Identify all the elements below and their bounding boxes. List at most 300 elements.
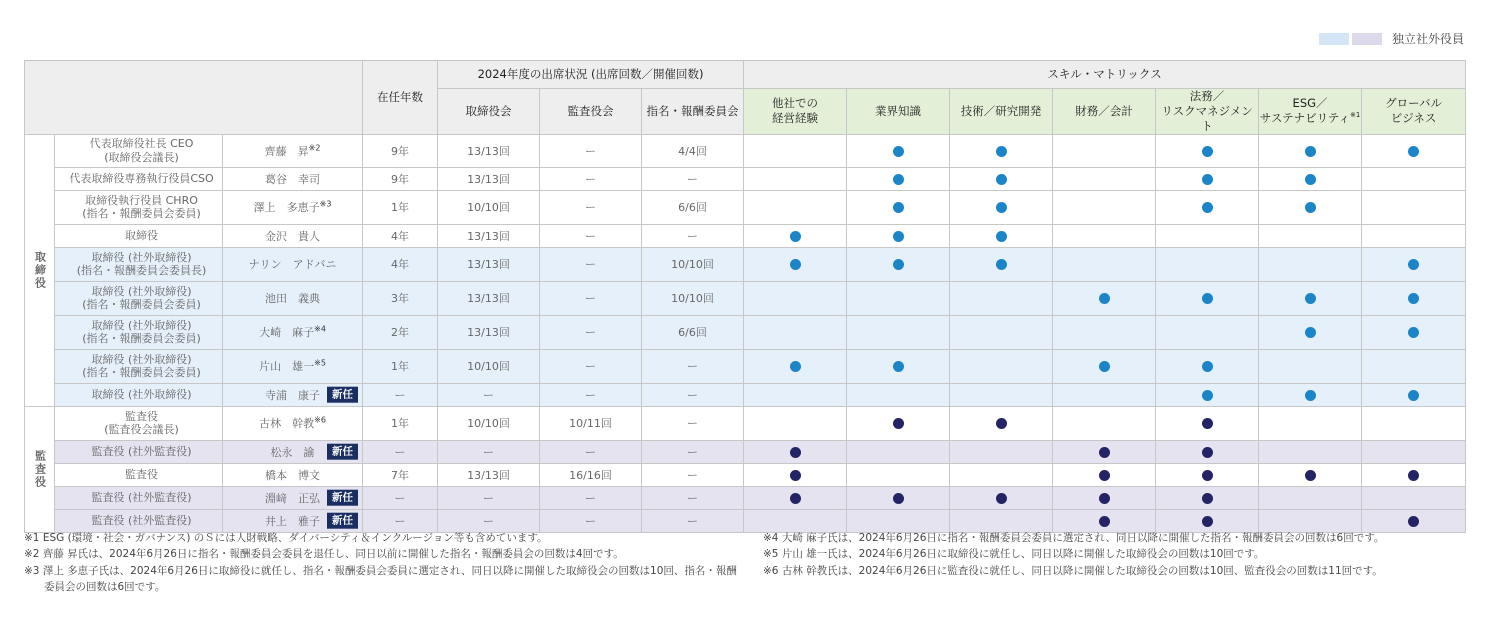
skill-cell [744, 281, 847, 315]
skill-cell [1259, 281, 1362, 315]
skill-dot-icon [1408, 390, 1419, 401]
table-row [25, 134, 1466, 167]
table-row [25, 247, 1466, 281]
footnotes-right [763, 530, 1463, 579]
skill-cell [1259, 463, 1362, 486]
skill-dot-icon [790, 447, 801, 458]
skill-cell [744, 349, 847, 383]
header-blank [25, 61, 363, 135]
skill-cell [847, 190, 950, 224]
attendance-cell: 10/10回 [438, 190, 540, 224]
skill-cell [1156, 486, 1259, 509]
table-row [25, 383, 1466, 406]
table-row [25, 440, 1466, 463]
attendance-cell: 13/13回 [438, 315, 540, 349]
attendance-cell: ー [642, 406, 744, 440]
person-name: 淵﨑 正弘 [265, 491, 320, 505]
skill-cell [744, 383, 847, 406]
role-title: 監査役 (社外監査役) [91, 513, 192, 527]
skill-cell [1259, 247, 1362, 281]
role-committee: (監査役会議長) [104, 423, 179, 437]
name-cell [223, 167, 363, 190]
role-cell [55, 509, 223, 532]
skill-cell [847, 247, 950, 281]
role-committee: (指名・報酬委員会委員) [82, 298, 201, 312]
header-skill-0 [744, 89, 847, 135]
skill-cell [1362, 509, 1466, 532]
skill-dot-icon [893, 418, 904, 429]
attendance-cell: 10/10回 [438, 406, 540, 440]
skill-dot-icon [1202, 174, 1213, 185]
footnote: ※1 ESG (環境・社会・ガバナンス) のＳには人財戦略、ダイバーシティ＆インクルージョン等も含めています。 [24, 532, 548, 544]
person-name: 寺浦 康子 [265, 388, 320, 402]
table-row [25, 509, 1466, 532]
tenure-cell: 3年 [363, 281, 438, 315]
skill-dot-icon [893, 259, 904, 270]
skill-cell [1053, 349, 1156, 383]
skill-dot-icon [893, 174, 904, 185]
name-cell [223, 349, 363, 383]
skill-dot-icon [1305, 293, 1316, 304]
skill-dot-icon [1099, 293, 1110, 304]
person-name: 古林 幹教 [259, 417, 315, 431]
skill-cell [744, 440, 847, 463]
role-cell [55, 134, 223, 167]
attendance-cell: ー [642, 486, 744, 509]
attendance-cell: ー [540, 383, 642, 406]
skill-cell [1362, 406, 1466, 440]
skill-dot-icon [996, 231, 1007, 242]
board-skill-matrix [24, 60, 1466, 533]
role-title: 監査役 [125, 467, 158, 481]
attendance-cell: ー [642, 349, 744, 383]
role-title: 取締役 (社外取締役) [91, 352, 192, 366]
skill-dot-icon [893, 361, 904, 372]
skill-cell [950, 224, 1053, 247]
legend [1319, 30, 1464, 47]
skill-cell [1362, 349, 1466, 383]
skill-cell [950, 463, 1053, 486]
header-skill-6 [1362, 89, 1466, 135]
skill-cell [1259, 440, 1362, 463]
skill-cell [847, 224, 950, 247]
tenure-cell: ー [363, 509, 438, 532]
table-row [25, 224, 1466, 247]
header-skill-line2: 経営経験 [772, 111, 819, 126]
skill-dot-icon [1305, 174, 1316, 185]
header-att-2: 指名・報酬委員会 [642, 89, 744, 135]
table-row [25, 190, 1466, 224]
skill-cell [847, 167, 950, 190]
skill-cell [1053, 406, 1156, 440]
skill-cell [1259, 383, 1362, 406]
role-committee: (指名・報酬委員会委員長) [76, 264, 207, 278]
role-title: 取締役 [125, 228, 158, 242]
attendance-cell: ー [642, 224, 744, 247]
tenure-cell: 1年 [363, 406, 438, 440]
skill-cell [744, 247, 847, 281]
skill-cell [1156, 190, 1259, 224]
skill-cell [1362, 440, 1466, 463]
skill-cell [950, 247, 1053, 281]
skill-dot-icon [790, 259, 801, 270]
person-name: 金沢 貴人 [265, 229, 320, 243]
table-row [25, 406, 1466, 440]
group-label-audit: 監査役 [25, 406, 55, 532]
attendance-cell: 4/4回 [642, 134, 744, 167]
skill-cell [1259, 509, 1362, 532]
header-skill-1 [847, 89, 950, 135]
attendance-cell: ー [642, 383, 744, 406]
skill-cell [1362, 383, 1466, 406]
skill-cell [1156, 349, 1259, 383]
footnotes-left [24, 530, 744, 595]
skill-cell [744, 406, 847, 440]
header-skill-line1: 他社での [772, 96, 819, 111]
attendance-cell: 10/10回 [642, 247, 744, 281]
attendance-cell: ー [540, 281, 642, 315]
skill-dot-icon [1099, 447, 1110, 458]
attendance-cell: 6/6回 [642, 315, 744, 349]
role-cell [55, 463, 223, 486]
name-cell [223, 509, 363, 532]
attendance-cell: 10/11回 [540, 406, 642, 440]
skill-cell [1053, 440, 1156, 463]
skill-dot-icon [1202, 470, 1213, 481]
skill-cell [744, 509, 847, 532]
table-row [25, 167, 1466, 190]
attendance-cell: ー [540, 167, 642, 190]
attendance-cell: ー [438, 440, 540, 463]
header-tenure: 在任年数 [363, 61, 438, 135]
skill-dot-icon [1202, 493, 1213, 504]
skill-dot-icon [893, 146, 904, 157]
role-cell [55, 486, 223, 509]
attendance-cell: ー [642, 167, 744, 190]
skill-cell [950, 190, 1053, 224]
legend-swatch-audit [1352, 33, 1382, 45]
skill-cell [1362, 247, 1466, 281]
table-row [25, 315, 1466, 349]
skill-dot-icon [1408, 327, 1419, 338]
skill-dot-icon [893, 202, 904, 213]
skill-cell [1053, 190, 1156, 224]
skill-cell [950, 486, 1053, 509]
tenure-cell: ー [363, 440, 438, 463]
skill-cell [1362, 463, 1466, 486]
skill-cell [1362, 224, 1466, 247]
skill-cell [1053, 383, 1156, 406]
person-name: 片山 雄一 [259, 360, 315, 374]
skill-cell [1362, 281, 1466, 315]
skill-cell [1156, 406, 1259, 440]
attendance-cell: ー [438, 509, 540, 532]
header-skill-line2: サステナビリティ [1259, 111, 1350, 126]
skill-cell [1053, 247, 1156, 281]
header-skill-matrix: スキル・マトリックス [744, 61, 1466, 89]
skill-cell [744, 134, 847, 167]
attendance-cell: 13/13回 [438, 281, 540, 315]
person-name: 大崎 麻子 [259, 326, 315, 340]
skill-dot-icon [1408, 293, 1419, 304]
header-skill-line1: グローバル [1385, 96, 1443, 111]
attendance-cell: 13/13回 [438, 134, 540, 167]
skill-dot-icon [790, 361, 801, 372]
attendance-cell: 13/13回 [438, 224, 540, 247]
skill-cell [1156, 224, 1259, 247]
skill-cell [1156, 167, 1259, 190]
name-cell [223, 486, 363, 509]
person-name: ナリン アドバニ [248, 258, 337, 272]
skill-cell [950, 281, 1053, 315]
name-cell [223, 383, 363, 406]
person-name: 齊藤 昇 [264, 144, 309, 158]
skill-cell [950, 315, 1053, 349]
header-skill-line1: 業界知識 [875, 103, 922, 118]
skill-dot-icon [996, 493, 1007, 504]
footnote: ※6 古林 幹教氏は、2024年6月26日に監査役に就任し、同日以降に開催した取締役会の回数は10回、監査役会の回数は11回です。 [763, 564, 1383, 577]
person-name: 松永 諭 [270, 445, 315, 459]
skill-dot-icon [790, 493, 801, 504]
legend-swatch-board [1319, 33, 1349, 45]
new-badge: 新任 [327, 490, 358, 507]
person-name: 井上 雅子 [265, 514, 320, 528]
header-skill-2 [950, 89, 1053, 135]
skill-cell [1259, 349, 1362, 383]
skill-dot-icon [1099, 361, 1110, 372]
skill-cell [1156, 509, 1259, 532]
name-note: ※2 [308, 143, 321, 153]
role-cell [55, 281, 223, 315]
header-att-0: 取締役会 [438, 89, 540, 135]
skill-cell [1156, 281, 1259, 315]
role-committee: (指名・報酬委員会委員) [82, 207, 201, 221]
attendance-cell: ー [438, 486, 540, 509]
role-title: 監査役 (社外監査役) [91, 490, 192, 504]
tenure-cell: 1年 [363, 349, 438, 383]
footnote: ※5 片山 雄一氏は、2024年6月26日に取締役に就任し、同日以降に開催した取締役会の回数は10回です。 [763, 548, 1265, 561]
skill-cell [1156, 315, 1259, 349]
footnote: ※4 大崎 麻子氏は、2024年6月26日に指名・報酬委員会委員に選定され、同日以降に開催した指名・報酬委員会の回数は6回です。 [763, 532, 1385, 544]
attendance-cell: ー [540, 486, 642, 509]
skill-cell [1053, 134, 1156, 167]
skill-cell [847, 486, 950, 509]
attendance-cell: ー [540, 224, 642, 247]
tenure-cell: 9年 [363, 134, 438, 167]
skill-cell [950, 440, 1053, 463]
role-title: 代表取締役専務執行役員CSO [69, 171, 214, 185]
skill-cell [847, 281, 950, 315]
tenure-cell: ー [363, 486, 438, 509]
skill-cell [1259, 190, 1362, 224]
skill-cell [847, 383, 950, 406]
skill-dot-icon [1202, 516, 1213, 527]
skill-cell [1259, 406, 1362, 440]
attendance-cell: ー [438, 383, 540, 406]
skill-cell [1362, 134, 1466, 167]
skill-cell [847, 509, 950, 532]
skill-dot-icon [1202, 418, 1213, 429]
skill-cell [950, 134, 1053, 167]
tenure-cell: 2年 [363, 315, 438, 349]
skill-cell [847, 349, 950, 383]
header-skill-3 [1053, 89, 1156, 135]
attendance-cell: 10/10回 [438, 349, 540, 383]
skill-cell [744, 167, 847, 190]
attendance-cell: 16/16回 [540, 463, 642, 486]
skill-cell [950, 349, 1053, 383]
skill-dot-icon [1305, 146, 1316, 157]
person-name: 池田 義典 [265, 292, 320, 306]
attendance-cell: ー [540, 509, 642, 532]
attendance-cell: ー [540, 190, 642, 224]
header-skill-5 [1259, 89, 1362, 135]
skill-cell [1259, 167, 1362, 190]
attendance-cell: 6/6回 [642, 190, 744, 224]
role-title: 取締役 (社外取締役) [91, 318, 192, 332]
skill-cell [1362, 167, 1466, 190]
header-att-1: 監査役会 [540, 89, 642, 135]
person-name: 葛谷 幸司 [265, 172, 320, 186]
attendance-cell: 13/13回 [438, 247, 540, 281]
attendance-cell: 13/13回 [438, 167, 540, 190]
skill-dot-icon [1408, 259, 1419, 270]
skill-cell [1053, 167, 1156, 190]
skill-cell [950, 509, 1053, 532]
footnote: ※3 澤上 多恵子氏は、2024年6月26日に取締役に就任し、指名・報酬委員会委員に選定され、同日以降に開催した取締役会の回数は10回、指名・報酬委員会の回数は6回です。 [24, 564, 737, 593]
name-cell [223, 315, 363, 349]
skill-dot-icon [996, 259, 1007, 270]
person-name: 澤上 多恵子 [253, 201, 320, 215]
tenure-cell: 4年 [363, 247, 438, 281]
attendance-cell: ー [540, 315, 642, 349]
role-cell [55, 190, 223, 224]
role-title: 取締役 (社外取締役) [91, 284, 192, 298]
header-skill-4 [1156, 89, 1259, 135]
skill-dot-icon [1202, 293, 1213, 304]
role-cell [55, 315, 223, 349]
header-skill-line1: 法務／ [1189, 89, 1225, 103]
skill-cell [1053, 281, 1156, 315]
skill-cell [847, 463, 950, 486]
header-skill-line1: ESG／ [1292, 96, 1328, 111]
new-badge: 新任 [327, 387, 358, 404]
table-row [25, 281, 1466, 315]
tenure-cell: 9年 [363, 167, 438, 190]
skill-cell [744, 315, 847, 349]
skill-cell [1053, 463, 1156, 486]
skill-dot-icon [1408, 470, 1419, 481]
skill-cell [744, 224, 847, 247]
tenure-cell: ー [363, 383, 438, 406]
name-cell [223, 190, 363, 224]
skill-dot-icon [996, 146, 1007, 157]
skill-dot-icon [1408, 146, 1419, 157]
skill-cell [1156, 134, 1259, 167]
tenure-cell: 7年 [363, 463, 438, 486]
attendance-cell: ー [540, 247, 642, 281]
role-committee: (指名・報酬委員会委員) [82, 366, 201, 380]
header-skill-line1: 技術／研究開発 [960, 103, 1042, 118]
name-cell [223, 440, 363, 463]
header-skill-line1: 財務／会計 [1075, 103, 1133, 118]
group-label-board: 取締役 [25, 134, 55, 406]
skill-cell [1259, 134, 1362, 167]
legend-label: 独立社外役員 [1391, 32, 1464, 46]
skill-cell [1156, 440, 1259, 463]
skill-cell [744, 463, 847, 486]
person-name: 橋本 博文 [265, 468, 320, 482]
skill-dot-icon [1202, 202, 1213, 213]
skill-cell [1259, 315, 1362, 349]
attendance-cell: ー [642, 463, 744, 486]
tenure-cell: 1年 [363, 190, 438, 224]
table-row [25, 349, 1466, 383]
role-title: 取締役執行役員 CHRO [85, 193, 198, 207]
skill-cell [950, 167, 1053, 190]
new-badge: 新任 [327, 444, 358, 461]
name-note: ※6 [314, 415, 326, 425]
header-skill-line2: ビジネス [1390, 111, 1437, 126]
new-badge: 新任 [327, 513, 358, 530]
skill-cell [1053, 509, 1156, 532]
attendance-cell: 10/10回 [642, 281, 744, 315]
skill-dot-icon [1305, 327, 1316, 338]
skill-dot-icon [1202, 361, 1213, 372]
attendance-cell: 13/13回 [438, 463, 540, 486]
skill-dot-icon [996, 418, 1007, 429]
skill-cell [847, 440, 950, 463]
skill-dot-icon [1099, 493, 1110, 504]
header-skill-line2: リスクマネジメント [1161, 103, 1253, 133]
skill-cell [847, 134, 950, 167]
name-cell [223, 281, 363, 315]
role-cell [55, 440, 223, 463]
skill-cell [1156, 383, 1259, 406]
name-note: ※4 [314, 324, 326, 334]
skill-dot-icon [893, 231, 904, 242]
role-title: 監査役 [125, 409, 158, 423]
footnote: ※2 齊藤 昇氏は、2024年6月26日に指名・報酬委員会委員を退任し、同日以前に開催した指名・報酬委員会の回数は4回です。 [24, 548, 624, 561]
attendance-cell: ー [642, 509, 744, 532]
skill-dot-icon [1099, 470, 1110, 481]
skill-dot-icon [1305, 470, 1316, 481]
skill-cell [847, 315, 950, 349]
header-skill-note: ※1 [1349, 111, 1361, 120]
header-attendance: 2024年度の出席状況 (出席回数／開催回数) [438, 61, 744, 89]
skill-cell [1362, 486, 1466, 509]
skill-dot-icon [996, 174, 1007, 185]
role-cell [55, 167, 223, 190]
attendance-cell: ー [540, 440, 642, 463]
name-note: ※3 [319, 199, 332, 209]
skill-cell [1156, 463, 1259, 486]
role-committee: (取締役会議長) [104, 150, 179, 164]
role-title: 取締役 (社外取締役) [91, 250, 192, 264]
table-row [25, 486, 1466, 509]
skill-cell [1156, 247, 1259, 281]
skill-dot-icon [1202, 447, 1213, 458]
attendance-cell: ー [540, 134, 642, 167]
role-cell [55, 406, 223, 440]
role-title: 代表取締役社長 CEO [89, 137, 194, 151]
table-row [25, 463, 1466, 486]
name-cell [223, 463, 363, 486]
skill-dot-icon [1099, 516, 1110, 527]
skill-dot-icon [1305, 390, 1316, 401]
attendance-cell: ー [540, 349, 642, 383]
name-cell [223, 406, 363, 440]
